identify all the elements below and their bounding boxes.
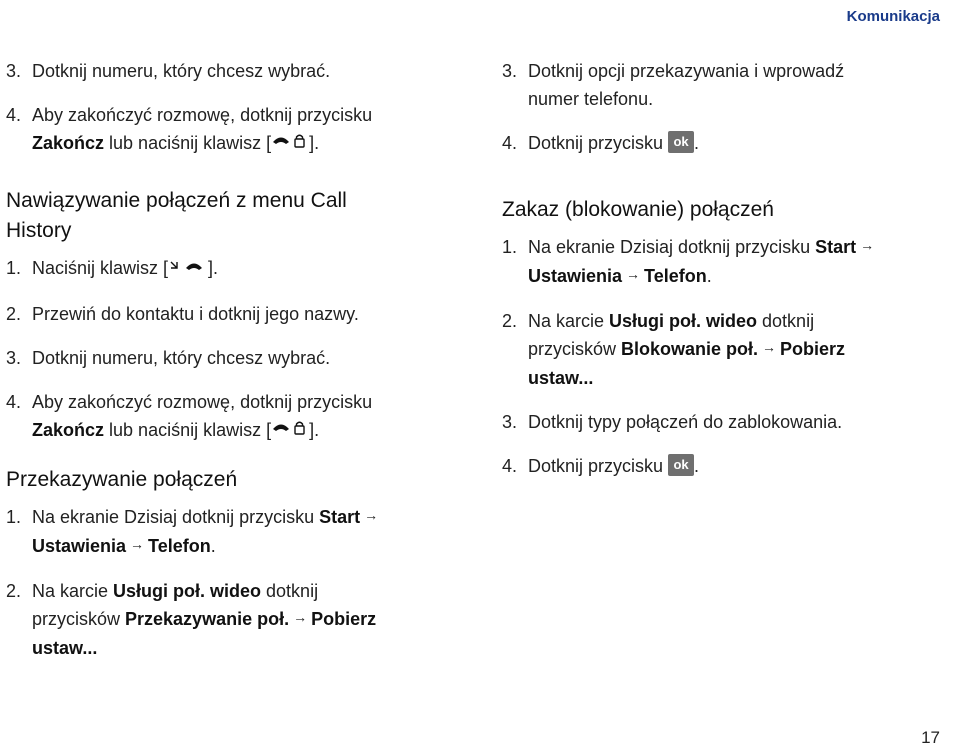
step-4-tap-ok: 4. Dotknij przycisku ok . bbox=[502, 133, 700, 153]
step-4-end-call-history: 4. Aby zakończyć rozmowę, dotknij przycisku Zakończ lub naciśnij klawisz [ ]. bbox=[6, 388, 476, 445]
step-1-open-settings: 1. Na ekranie Dzisiaj dotknij przycisku Start → Ustawienia → Telefon. bbox=[502, 233, 952, 291]
phone-send-icon bbox=[168, 256, 208, 284]
step-4-end-call: 4. Aby zakończyć rozmowę, dotknij przycisku Zakończ lub naciśnij klawisz [ ]. bbox=[6, 101, 476, 158]
arrow-icon: → bbox=[130, 535, 145, 552]
step-1-send-key: 1. Naciśnij klawisz [ ]. bbox=[6, 254, 476, 283]
ok-button-icon: ok bbox=[668, 454, 694, 476]
arrow-icon: → bbox=[860, 237, 875, 253]
step-4-tap-ok: 4. Dotknij przycisku ok . bbox=[502, 456, 700, 476]
arrow-icon: → bbox=[626, 266, 641, 282]
arrow-icon: → bbox=[293, 608, 308, 625]
left-column bbox=[6, 57, 476, 678]
page-number: 17 bbox=[921, 728, 940, 747]
phone-hangup-lock-icon bbox=[271, 417, 309, 445]
heading-call-history: Nawiązywanie połączeń z menu Call History bbox=[6, 189, 347, 243]
arrow-icon: → bbox=[364, 506, 379, 523]
heading-call-barring: Zakaz (blokowanie) połączeń bbox=[502, 198, 774, 221]
ok-button-icon: ok bbox=[668, 131, 694, 153]
step-3-dial: 3. Dotknij numeru, który chcesz wybrać. bbox=[6, 61, 331, 81]
step-3-select-types: 3. Dotknij typy połączeń do zablokowania. bbox=[502, 412, 843, 432]
section-header: Komunikacja bbox=[846, 8, 940, 25]
heading-call-forwarding: Przekazywanie połączeń bbox=[6, 467, 238, 491]
arrow-icon: → bbox=[762, 339, 777, 355]
step-3-enter-number: 3. Dotknij opcji przekazywania i wprowadź numer telefonu. bbox=[502, 61, 845, 109]
step-2-barring-tab: 2. Na karcie Usługi poł. wideo dotknij przycisków Blokowanie poł. → Pobierz ustaw... bbox=[502, 311, 846, 388]
phone-hangup-lock-icon bbox=[271, 130, 309, 158]
step-2-forwarding-tab: 2. Na karcie Usługi poł. wideo dotknij przycisków Przekazywanie poł. → Pobierz ustaw... bbox=[6, 580, 377, 658]
step-1-open-settings: 1. Na ekranie Dzisiaj dotknij przycisku Start → Ustawienia → Telefon. bbox=[6, 503, 476, 561]
right-column bbox=[502, 57, 952, 496]
step-3-dial-number: 3. Dotknij numeru, który chcesz wybrać. bbox=[6, 347, 331, 368]
step-2-scroll-contact: 2. Przewiń do kontaktu i dotknij jego nazwy. bbox=[6, 303, 359, 324]
